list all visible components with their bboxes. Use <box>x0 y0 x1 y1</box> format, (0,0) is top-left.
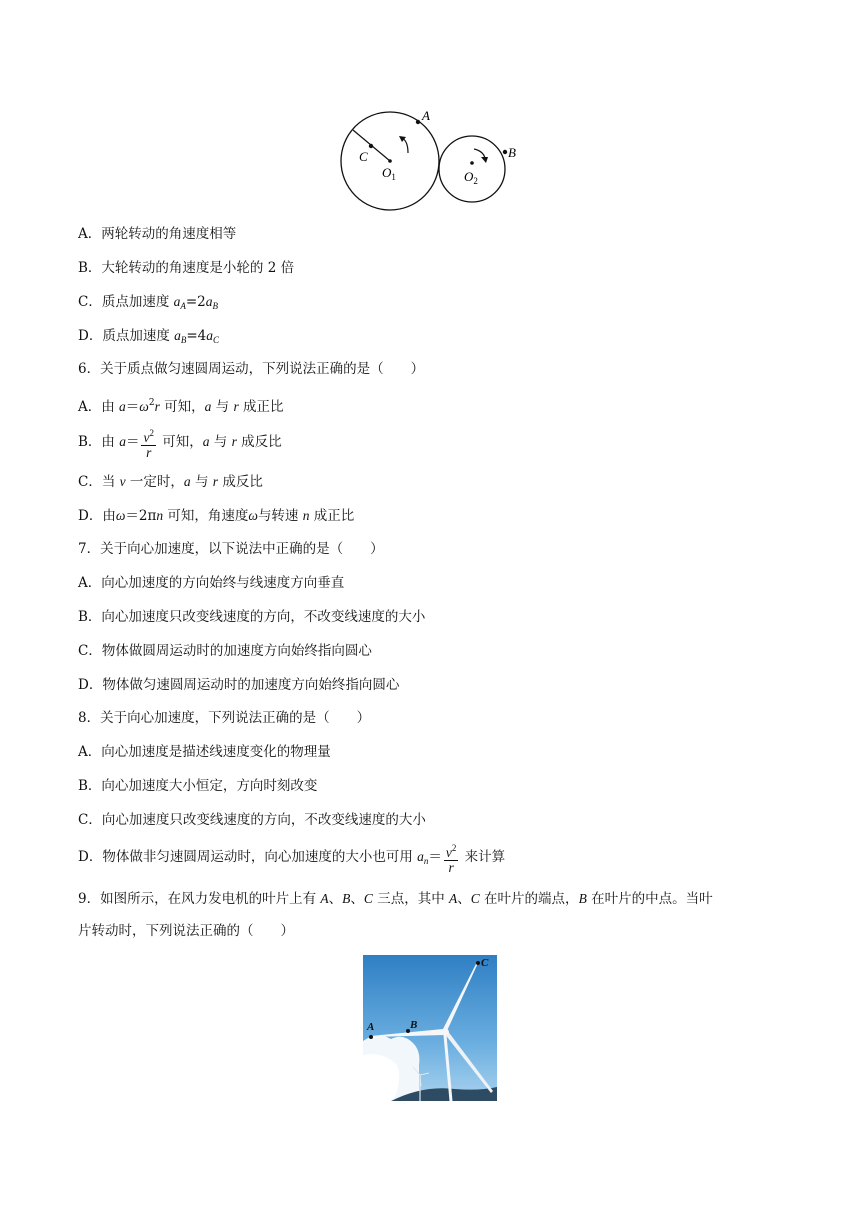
center-O1-dot <box>388 159 392 163</box>
point-B-dot <box>503 150 507 154</box>
q8-option-a: A．向心加速度是描述线速度变化的物理量 <box>78 744 331 760</box>
q6-stem: 6．关于质点做匀速圆周运动，下列说法正确的是（ ） <box>78 361 425 377</box>
q8-option-c: C．向心加速度只改变线速度的方向，不改变线速度的大小 <box>78 812 426 828</box>
center-O2-dot <box>470 161 474 165</box>
q7-option-a: A．向心加速度的方向始终与线速度方向垂直 <box>78 575 345 591</box>
label-O2: $O_2$ <box>464 169 478 186</box>
rotation-arrow-small-icon <box>474 149 485 158</box>
q9-stem-line1: 9．如图所示，在风力发电机的叶片上有 A、B、C 三点，其中 A、C 在叶片的端点，B 在叶片的中点。当叶 <box>78 891 713 907</box>
q8-option-d: D．物体做非匀速圆周运动时，向心加速度的大小也可用 $a_n=$ $\frac{v^2}{r}$ 来计算 <box>78 842 506 875</box>
label-B: B <box>410 1019 418 1031</box>
label-C: C <box>481 957 489 969</box>
q8-option-b: B．向心加速度大小恒定，方向时刻改变 <box>78 778 318 794</box>
label-A: A <box>367 1021 375 1033</box>
label-C: C <box>359 149 368 164</box>
q7-option-b: B．向心加速度只改变线速度的方向，不改变线速度的大小 <box>78 609 426 625</box>
point-A-dot <box>416 120 420 124</box>
label-A: A <box>422 108 430 123</box>
label-O1: $O_1$ <box>382 165 396 182</box>
q5-option-c: C．质点加速度 $a_A=2a_B$ <box>78 294 219 311</box>
q5-option-d: D．质点加速度 $a_B=4a_C$ <box>78 328 220 345</box>
point-C-dot <box>369 144 373 148</box>
q7-stem: 7．关于向心加速度，以下说法中正确的是（ ） <box>78 541 384 557</box>
q6-option-a: A．由 $a=\omega^2r$ 可知，a 与 r 成正比 <box>78 398 284 415</box>
q7-option-c: C．物体做圆周运动时的加速度方向始终指向圆心 <box>78 643 372 659</box>
q8-stem: 8．关于向心加速度，下列说法正确的是（ ） <box>78 710 371 726</box>
point-A-dot <box>369 1035 373 1039</box>
v-squared-over-r-fraction: $\frac{v^2}{r}$ <box>143 427 154 460</box>
wheels-diagram <box>340 105 530 217</box>
q5-option-b: B．大轮转动的角速度是小轮的 2 倍 <box>78 260 295 276</box>
q9-stem-line2: 片转动时，下列说法正确的（ ） <box>78 923 294 939</box>
point-C-dot <box>476 961 480 965</box>
q6-option-d: D．由ω＝2πn 可知，角速度ω与转速 n 成正比 <box>78 508 355 524</box>
q6-option-c: C．当 v 一定时，a 与 r 成反比 <box>78 474 263 490</box>
q5-option-a: A．两轮转动的角速度相等 <box>78 226 237 242</box>
wind-turbine-photo <box>363 955 497 1101</box>
q7-option-d: D．物体做匀速圆周运动时的加速度方向始终指向圆心 <box>78 677 400 693</box>
nacelle <box>441 1029 449 1036</box>
v-squared-over-r-fraction: $\frac{v^2}{r}$ <box>445 842 457 875</box>
label-B: B <box>508 145 516 160</box>
q6-option-b: B．由 a＝ $\frac{v^2}{r}$ 可知，a 与 r 成反比 <box>78 427 282 460</box>
rotation-arrowhead-small-icon <box>481 157 488 163</box>
